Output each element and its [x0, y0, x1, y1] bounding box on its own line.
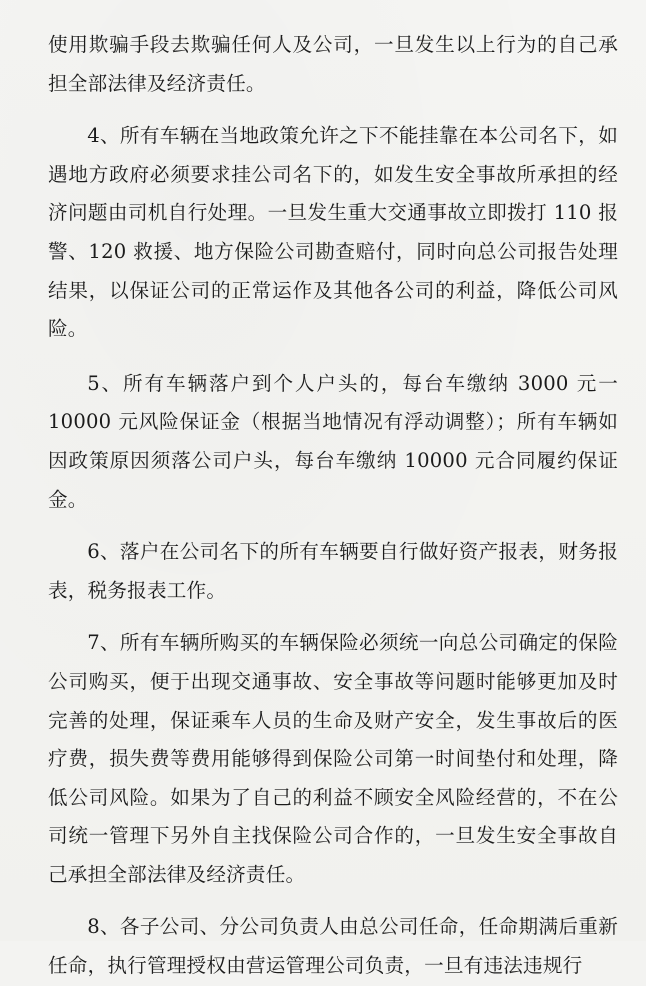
paragraph-item-8: 8、各子公司、分公司负责人由总公司任命，任命期满后重新任命，执行管理授权由营运管理公司负责，一旦有违法违规行 — [48, 915, 618, 978]
paragraph-item-4: 4、所有车辆在当地政策允许之下不能挂靠在本公司名下，如遇地方政府必须要求挂公司名下的，如发生安全事故所承担的经济问题由司机自行处理。一旦发生重大交通事故立即拨打 110 报警、120 救援、地方保险公司勘查赔付，同时向总公司报告处理结果，以保证公司的正常运作及其他各公司的利益，降低公司风险。 — [48, 124, 618, 341]
paragraph-item-5: 5、所有车辆落户到个人户头的，每台车缴纳 3000 元一 10000 元风险保证金（根据当地情况有浮动调整）；所有车辆如因政策原因须落公司户头，每台车缴纳 10000 元合同履约保证金。 — [48, 371, 618, 511]
document-body — [48, 26, 618, 986]
paragraph-item-6: 6、落户在公司名下的所有车辆要自行做好资产报表，财务报表，税务报表工作。 — [48, 540, 618, 602]
paragraph-item-7: 7、所有车辆所购买的车辆保险必须统一向总公司确定的保险公司购买，便于出现交通事故、安全事故等问题时能够更加及时完善的处理，保证乘车人员的生命及财产安全，发生事故后的医疗费，损失费等费用能够得到保险公司第一时间垫付和处理，降低公司风险。如果为了自己的利益不顾安全风险经营的，不在公司统一管理下另外自主找保险公司合作的，一旦发生安全事故自己承担全部法律及经济责任。 — [48, 631, 618, 886]
paragraph-intro-tail: 使用欺骗手段去欺骗任何人及公司，一旦发生以上行为的自己承担全部法律及经济责任。 — [48, 33, 618, 95]
